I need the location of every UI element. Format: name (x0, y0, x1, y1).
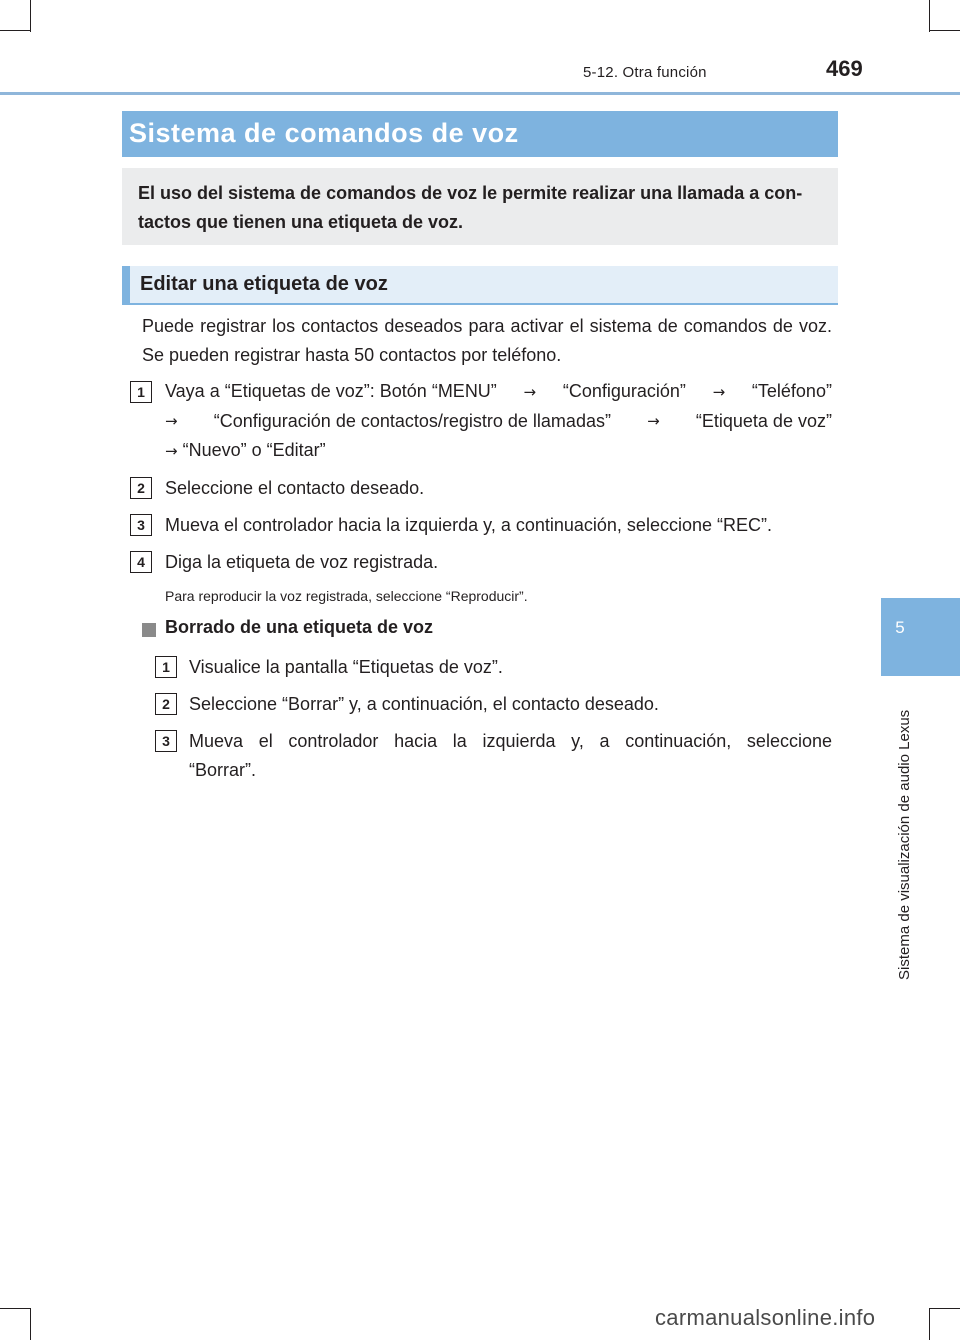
intro-text: El uso del sistema de comandos de voz le permite realizar una llamada a con-tactos que tienen una etiqueta de voz. (138, 183, 803, 232)
arrow-icon: → (647, 412, 660, 430)
step-number: 1 (155, 656, 177, 678)
step-text-part: “Teléfono” (751, 381, 832, 401)
step-text-line: Mueva el controlador hacia la izquierda y, a continuación, seleccione (189, 731, 832, 751)
arrow-icon: → (712, 383, 726, 401)
step-number: 3 (130, 514, 152, 536)
step-text: Mueva el controlador hacia la izquierda y, a continuación, seleccione “REC”. (165, 515, 772, 535)
step-text-part: “Nuevo” o “Editar” (182, 440, 326, 460)
step-text: Seleccione el contacto deseado. (165, 478, 425, 498)
step-text (165, 377, 832, 466)
step-text-part: Vaya a “Etiquetas de voz”: Botón “MENU” (165, 381, 497, 401)
crop-mark (930, 30, 960, 31)
delete-section-title: Borrado de una etiqueta de voz (165, 617, 434, 637)
watermark: carmanualsonline.info (655, 1305, 876, 1330)
crop-mark (929, 1308, 930, 1340)
page-number: 469 (826, 56, 863, 81)
step-text: Visualice la pantalla “Etiquetas de voz”. (189, 657, 503, 677)
header-rule (0, 92, 960, 95)
step-text-part: “Etiqueta de voz” (695, 411, 832, 431)
section-label: 5-12. Otra función (583, 64, 707, 81)
step-text (189, 727, 832, 785)
crop-mark (0, 1308, 30, 1309)
note-text: Para reproducir la voz registrada, seleccione “Reproducir”. (165, 588, 528, 604)
section-title-bar (122, 111, 838, 157)
intro-paragraph: Puede registrar los contactos deseados para activar el sistema de comandos de voz. Se pueden registrar hasta 50 contactos por teléfono. (142, 316, 832, 365)
arrow-icon: → (165, 442, 178, 460)
crop-mark (30, 0, 31, 32)
step-number: 1 (130, 381, 152, 403)
step-number: 2 (155, 693, 177, 715)
crop-mark (0, 30, 30, 31)
step-text-part: “Configuración” (562, 381, 686, 401)
step-text: Seleccione “Borrar” y, a continuación, el contacto deseado. (189, 694, 659, 714)
step-number: 2 (130, 477, 152, 499)
page-title: Sistema de comandos de voz (129, 118, 519, 148)
crop-mark (929, 0, 930, 32)
subheading-bar (122, 266, 838, 305)
subheading-accent (122, 266, 130, 305)
square-bullet-icon (142, 623, 156, 637)
crop-mark (930, 1308, 960, 1309)
subheading-title: Editar una etiqueta de voz (140, 273, 388, 295)
step-number: 4 (130, 551, 152, 573)
intro-box (122, 168, 838, 245)
step-number: 3 (155, 730, 177, 752)
step-text-line: “Borrar”. (189, 760, 256, 780)
step-text: Diga la etiqueta de voz registrada. (165, 552, 439, 572)
chapter-number: 5 (895, 618, 905, 637)
arrow-icon: → (523, 383, 537, 401)
chapter-label: Sistema de visualización de audio Lexus (896, 709, 913, 980)
step-text-part: “Configuración de contactos/registro de llamadas” (213, 411, 611, 431)
crop-mark (30, 1308, 31, 1340)
arrow-icon: → (165, 412, 178, 430)
